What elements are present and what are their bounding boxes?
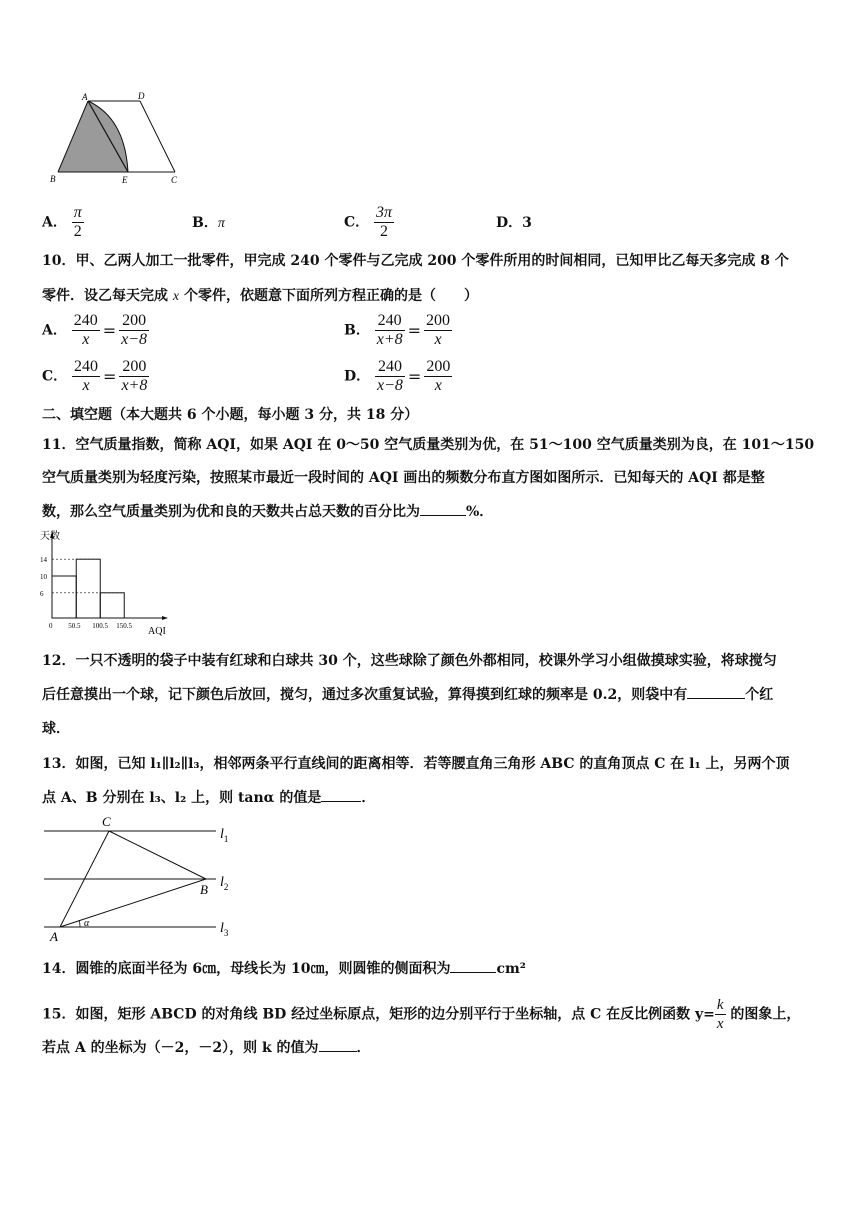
q11-line3: 数，那么空气质量类别为优和良的天数共占总天数的百分比为 %． [42,504,494,520]
label-l2: $l_2$ [220,875,229,892]
q14-line: 14．圆锥的底面半径为 6㎝，母线长为 10㎝，则圆锥的侧面积为 cm² [42,961,526,977]
trapezoid-figure [40,88,190,188]
q10-option-d: D． $\frac{240}{x-8}$ = $\frac{200}{x}$ [344,358,451,394]
q13-line2: 点 A、B 分别在 l₃、l₂ 上，则 tanα 的值是 ． [42,790,376,806]
histogram-bar [100,593,124,618]
q9-option-d: D．3 [496,215,532,231]
parallel-lines-figure [36,814,246,944]
q10-line2: 零件．设乙每天完成 x 个零件，依题意下面所列方程正确的是（ ） [42,288,478,304]
x-axis-label: AQI [148,626,166,637]
histogram-bar [76,559,100,618]
label-b: B [50,174,56,184]
label-a: A [50,929,58,944]
q10-option-b: B． $\frac{240}{x+8}$ = $\frac{200}{x}$ [344,312,451,348]
q9-option-c: C． $\frac{3\pi}{2}$ [344,204,393,240]
aqi-histogram [36,526,186,638]
label-b: B [200,882,208,897]
label-l3: $l_3$ [220,921,229,938]
q11-line1: 11．空气质量指数，简称 AQI，如果 AQI 在 0～50 空气质量类别为优，在 51～100 空气质量类别为良，在 101～150 [42,437,815,453]
y-tick-label: 10 [40,573,47,581]
section-heading: 二、填空题（本大题共 6 个小题，每小题 3 分，共 18 分） [42,407,419,423]
label-a: A [82,92,88,102]
x-tick-label: 0 [49,622,53,630]
label-c: C [102,814,111,829]
q10-line1: 10．甲、乙两人加工一批零件，甲完成 240 个零件与乙完成 200 个零件所用的时间相同，已知甲比乙每天多完成 8 个 [42,253,789,269]
x-tick-label: 100.5 [92,622,108,630]
q13-line1: 13．如图，已知 l₁∥l₂∥l₃，相邻两条平行直线间的距离相等．若等腰直角三角形 ABC 的直角顶点 C 在 l₁ 上，另两个顶 [42,756,790,772]
q9-option-a: A． $\frac{\pi}{2}$ [42,204,82,240]
q15-line1: 15．如图，矩形 ABCD 的对角线 BD 经过坐标原点，矩形的边分别平行于坐标轴，点 C 在反比例函数 y= $\frac{k}{x}$ 的图象上， [42,997,801,1032]
label-e: E [122,175,128,185]
label-alpha: α [84,918,90,929]
q9-option-b: B．π [192,215,225,231]
label-l1: $l_1$ [220,827,229,844]
q10-option-c: C． $\frac{240}{x}$ = $\frac{200}{x+8}$ [42,358,148,394]
q12-line1: 12．一只不透明的袋子中装有红球和白球共 30 个，这些球除了颜色外都相同，校课外学习小组做摸球实验，将球搅匀 [42,653,777,669]
q10-option-a: A． $\frac{240}{x}$ = $\frac{200}{x-8}$ [42,312,148,348]
y-axis-label: 天数 [40,531,60,542]
label-c: C [171,175,178,185]
q12-line2: 后任意摸出一个球，记下颜色后放回，搅匀，通过多次重复试验，算得摸到红球的频率是 0.2，则袋中有 个红 [42,687,774,703]
q15-line2: 若点 A 的坐标为（－2，－2），则 k 的值为 ． [42,1040,371,1056]
y-tick-label: 6 [40,589,44,598]
y-tick-label: 14 [40,556,47,565]
x-tick-label: 50.5 [68,622,81,630]
q11-line2: 空气质量类别为轻度污染，按照某市最近一段时间的 AQI 画出的频数分布直方图如图所示．已知每天的 AQI 都是整 [42,470,765,486]
label-d: D [138,91,145,101]
x-tick-label: 150.5 [116,622,132,630]
q12-line3: 球． [42,721,70,737]
histogram-bar [52,576,76,618]
